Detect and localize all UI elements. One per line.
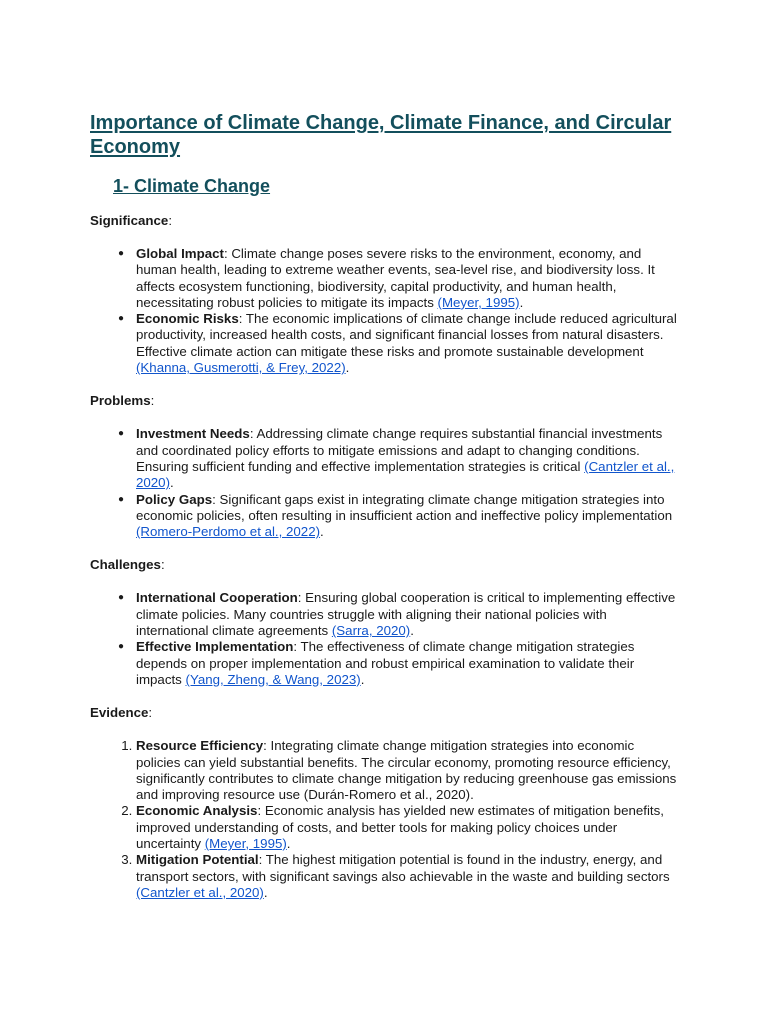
group-label-text: Problems — [90, 393, 151, 409]
document-title: Importance of Climate Change, Climate Finance, and Circular Economy — [90, 112, 672, 158]
item-text: : The effectiveness of climate change mitigation strategies depends on proper implementation and robust empirical examination to validate their impacts — [136, 639, 635, 687]
item-text: : Integrating climate change mitigation strategies into economic policies can yield substantial benefits. The circular economy, promoting resource efficiency, significantly contributes to climate change mitigation by reducing greenhouse gas emissions and improving resource use (Durán-Romero et al., 2020) — [136, 738, 677, 803]
item-term: Mitigation Potential — [136, 852, 259, 868]
section-body — [90, 213, 690, 901]
citation-link[interactable]: (Cantzler et al., 2020) — [136, 884, 264, 900]
item-text: : Ensuring global cooperation is critical to implementing effective climate policies. Many countries struggle with aligning their national policies with international climate agreements — [136, 590, 676, 639]
list-item — [136, 590, 681, 639]
item-text: : The economic implications of climate change include reduced agricultural productivity, increased health costs, and significant financial losses from natural disasters. Effective climate action can mitigate these risks and promote sustainable development — [136, 311, 677, 359]
item-end: . — [360, 671, 365, 687]
group-label: Evidence: — [90, 705, 153, 721]
item-term: International Cooperation — [136, 590, 298, 606]
citation-link[interactable]: (Romero-Perdomo et al., 2022) — [136, 524, 321, 540]
item-text: : The highest mitigation potential is found in the industry, energy, and transport sectors, with significant savings also achievable in the waste and building sectors — [136, 852, 670, 884]
list-item — [136, 803, 681, 852]
group-label-text: Significance — [90, 213, 169, 228]
item-term: Global Impact — [136, 246, 224, 261]
item-term: Investment Needs — [136, 426, 250, 442]
item-end: . — [470, 787, 474, 803]
item-end: . — [345, 360, 350, 376]
document-page — [90, 111, 690, 901]
item-text: : Significant gaps exist in integrating climate change mitigation strategies into economic policies, often resulting in insufficient action and ineffective policy implementation — [136, 491, 673, 523]
list-item — [136, 426, 681, 491]
group-label-text: Evidence — [90, 705, 149, 721]
citation-link[interactable]: (Meyer, 1995) — [437, 294, 520, 310]
group-label: Challenges: — [90, 557, 165, 573]
item-term: Policy Gaps — [136, 491, 213, 507]
item-end: . — [519, 294, 524, 310]
section-heading: 1- Climate Change — [113, 176, 271, 196]
citation-link[interactable]: (Meyer, 1995) — [204, 836, 287, 852]
list-item — [136, 852, 681, 901]
item-term: Economic Risks — [136, 311, 239, 327]
bullet-list — [90, 246, 681, 376]
group-label-text: Challenges — [90, 557, 161, 573]
group-label: Significance: — [90, 213, 173, 228]
citation-link[interactable]: (Khanna, Gusmerotti, & Frey, 2022) — [136, 360, 346, 376]
list-item — [136, 246, 681, 311]
numbered-list — [90, 738, 681, 901]
list-item — [136, 311, 681, 376]
bullet-list — [90, 590, 681, 688]
group-label: Problems: — [90, 393, 155, 409]
item-term: Resource Efficiency — [136, 738, 264, 754]
item-end: . — [286, 836, 291, 852]
bullet-list — [90, 426, 681, 540]
item-text: : Climate change poses severe risks to the environment, economy, and human health, leading to extreme weather events, sea-level rise, and biodiversity loss. It affects ecosystem functioning, biodiversity, capital productivity, and human health, necessitating robust policies to mitigate its impacts — [136, 246, 655, 310]
citation-link[interactable]: (Cantzler et al., 2020) — [136, 458, 675, 491]
citation-link[interactable]: (Sarra, 2020) — [331, 623, 411, 639]
item-text: : Economic analysis has yielded new estimates of mitigation benefits, improved understanding of costs, and better tools for making policy choices under uncertainty — [136, 803, 664, 852]
list-item — [136, 492, 681, 541]
list-item — [136, 738, 681, 803]
item-end: . — [410, 623, 414, 639]
item-end: . — [263, 884, 268, 900]
list-item — [136, 639, 681, 688]
item-term: Effective Implementation — [136, 639, 294, 655]
item-end: . — [320, 524, 324, 540]
item-term: Economic Analysis — [136, 803, 258, 819]
item-end: . — [170, 475, 174, 491]
citation-link[interactable]: (Yang, Zheng, & Wang, 2023) — [185, 671, 361, 687]
item-text: : Addressing climate change requires substantial financial investments and coordinated policy efforts to mitigate emissions and adapt to changing conditions. Ensuring sufficient funding and effective implementation strategies is critical — [136, 426, 663, 474]
